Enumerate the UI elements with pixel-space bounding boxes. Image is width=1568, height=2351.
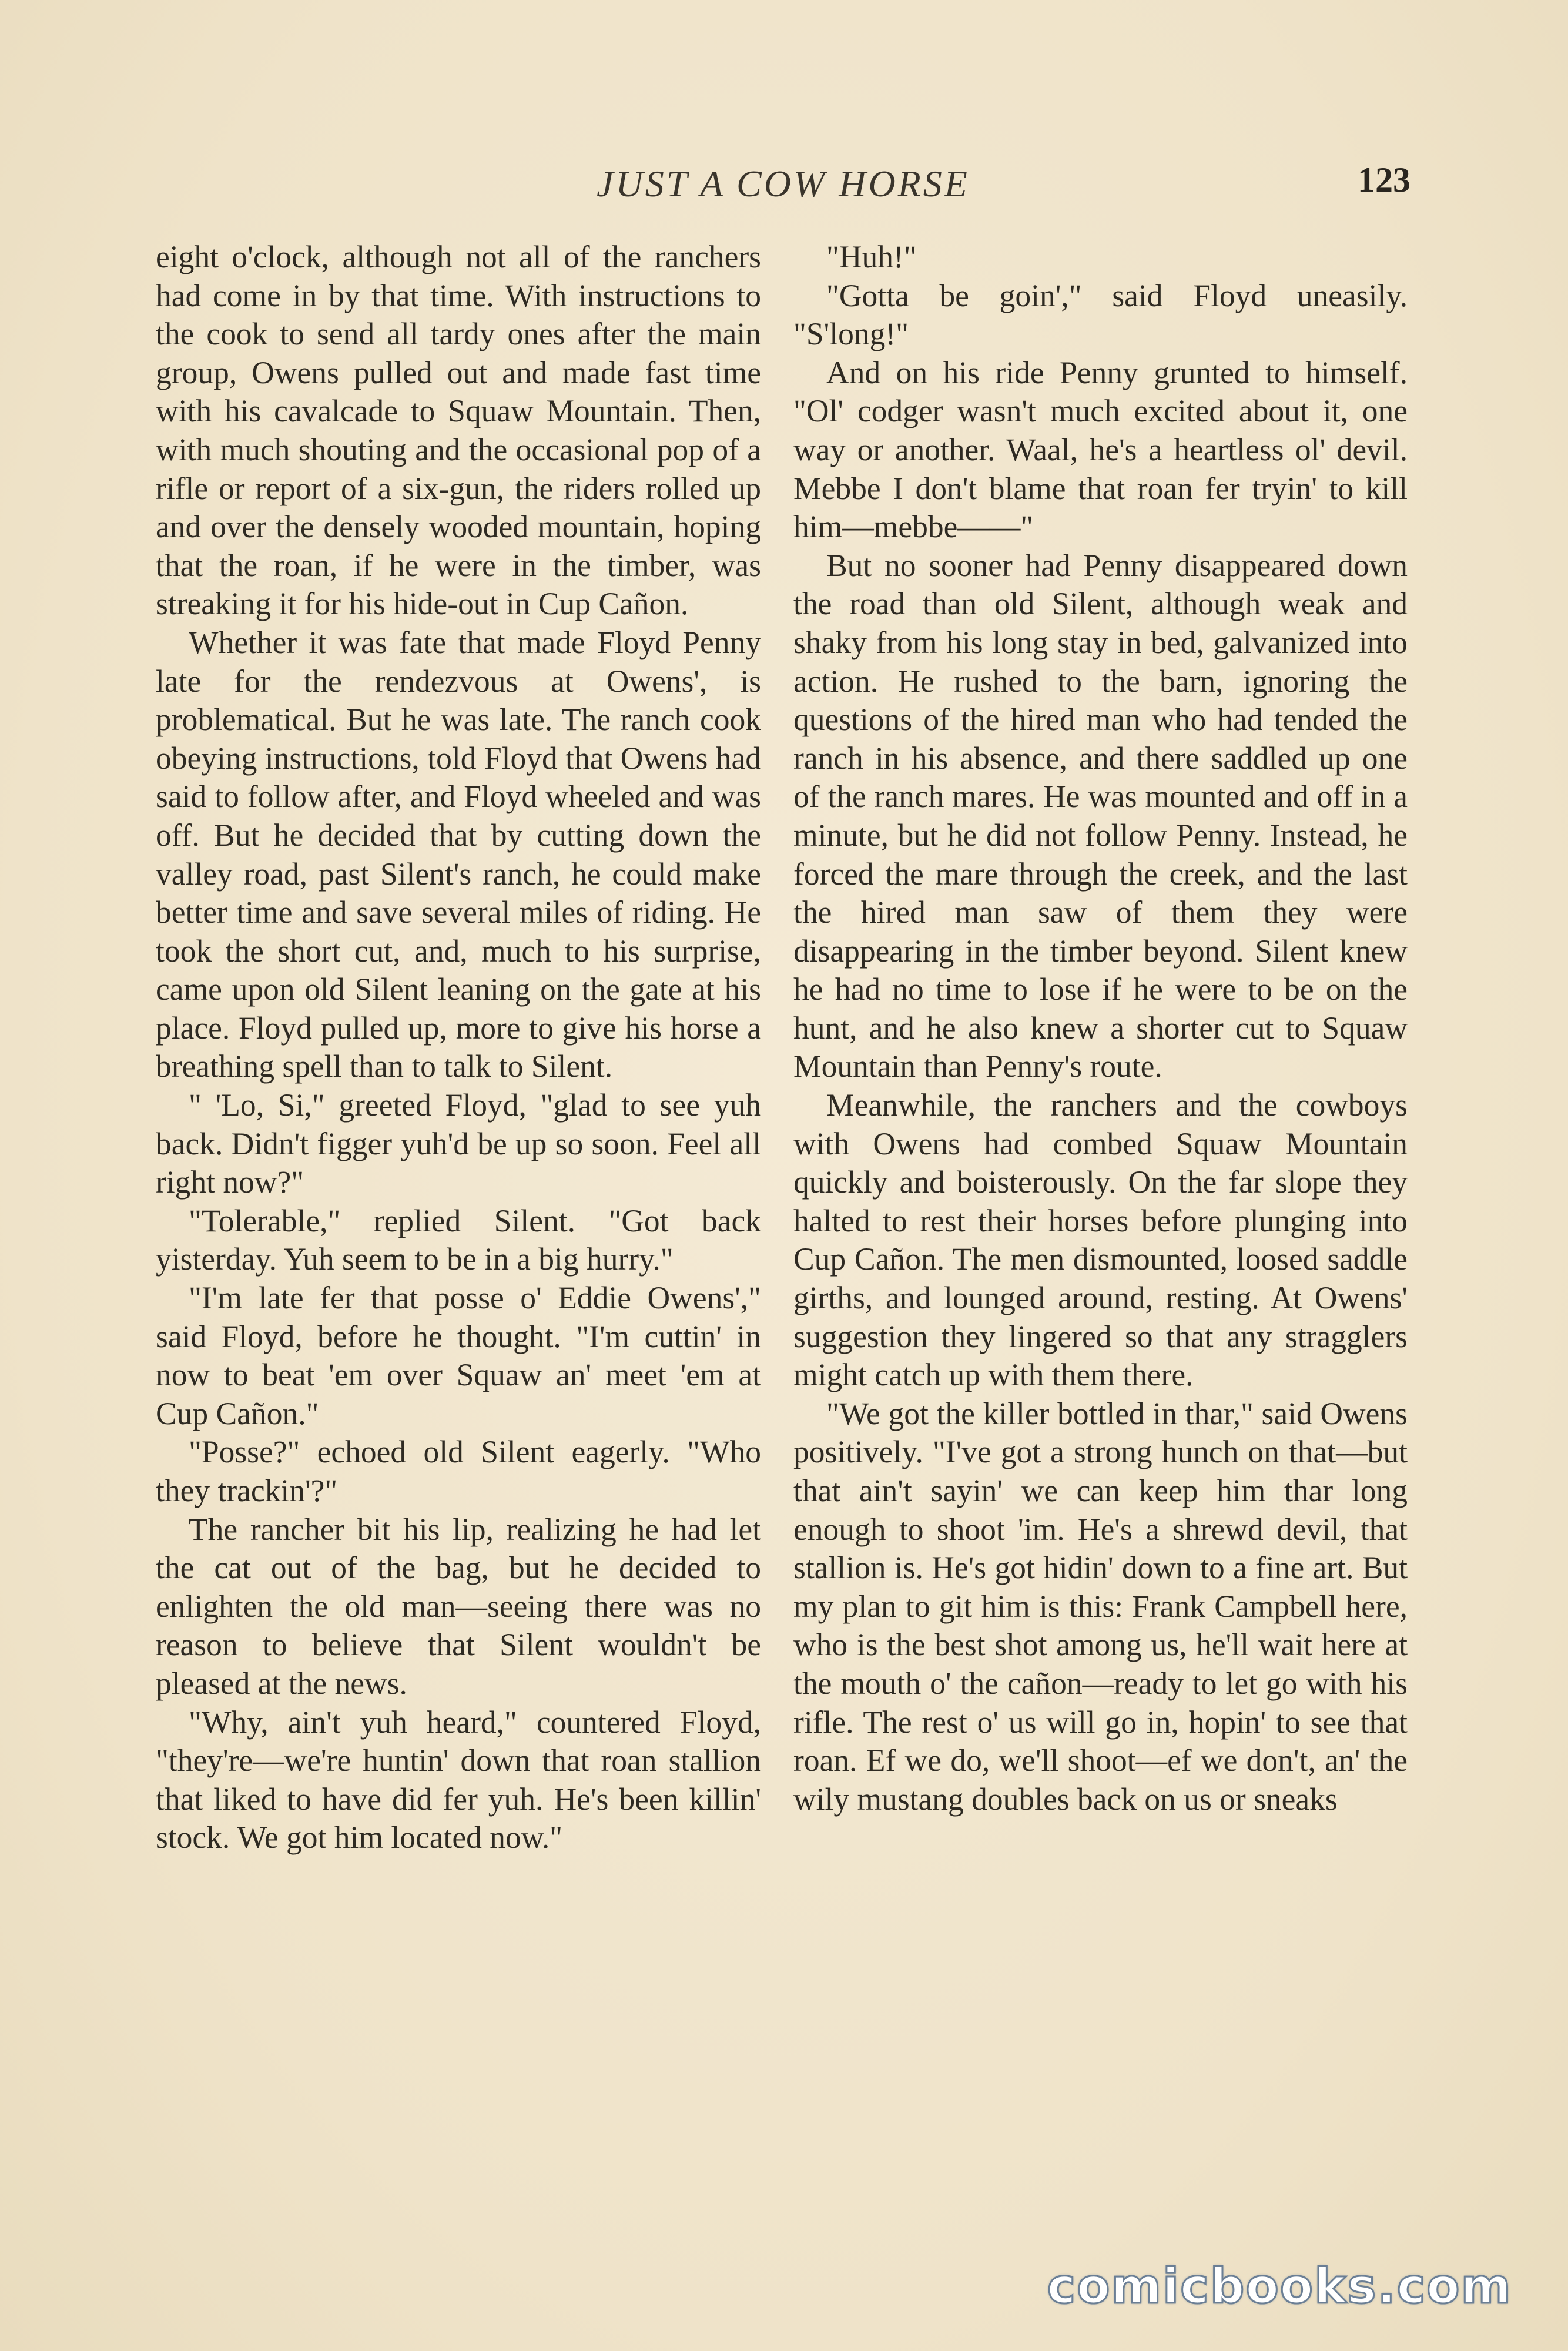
paragraph: " 'Lo, Si," greeted Floyd, "glad to see yuh back. Didn't figger yuh'd be up so soon. Feel all right now?" xyxy=(156,1087,761,1200)
paragraph: Meanwhile, the ranchers and the cowboys with Owens had combed Squaw Mountain quickly and boisterously. On the far slope they halted to rest their horses before plunging into Cup Cañon. The men dismounted, loosed saddle girths, and lounged around, resting. At Owens' suggestion they lingered so that any stragglers might catch up with them there. xyxy=(793,1087,1408,1393)
paragraph: "We got the killer bottled in thar," said Owens positively. "I've got a strong hunch on that—but that ain't sayin' we can keep him thar long enough to shoot 'im. He's a shrewd devil, that stallion is. He's got hidin' down to a fine art. But my plan to git him is this: Frank Campbell here, who is the best shot among us, he'll wait here at the mouth o' the cañon—ready to let go with his rifle. The rest o' us will go in, hopin' to see that roan. Ef we do, we'll shoot—ef we don't, an' the wily mustang doubles back on us or sneaks xyxy=(793,1395,1408,1817)
page-header xyxy=(156,162,1410,215)
paragraph: But no sooner had Penny disappeared down the road than old Silent, although weak and shaky from his long stay in bed, galvanized into action. He rushed to the barn, ignoring the questions of the hired man who had tended the ranch in his absence, and there saddled up one of the ranch mares. He was mounted and off in a minute, but he did not follow Penny. Instead, he forced the mare through the creek, and the last the hired man saw of them they were disappearing in the timber beyond. Silent knew he had no time to lose if he were to be on the hunt, and he also knew a shorter cut to Squaw Mountain than Penny's route. xyxy=(793,547,1408,1084)
paragraph: "Posse?" echoed old Silent eagerly. "Who they trackin'?" xyxy=(156,1434,761,1508)
paragraph: eight o'clock, although not all of the ranchers had come in by that time. With instructions to the cook to send all tardy ones after the main group, Owens pulled out and made fast time with his cavalcade to Squaw Mountain. Then, with much shouting and the occasional pop of a rifle or report of a six-gun, the riders rolled up and over the densely wooded mountain, hoping that the roan, if he were in the timber, was streaking it for his hide-out in Cup Cañon. xyxy=(156,239,761,622)
watermark: comicbooks.com xyxy=(1047,2259,1512,2315)
page-number: 123 xyxy=(1358,160,1410,199)
paragraph: And on his ride Penny grunted to himself. "Ol' codger wasn't much excited about it, one way or another. Waal, he's a heartless ol' devil. Mebbe I don't blame that roan fer tryin' to kill him—mebbe——" xyxy=(793,354,1408,545)
left-column xyxy=(156,238,761,1857)
paragraph: "Huh!" xyxy=(826,239,917,274)
paragraph: "I'm late fer that posse o' Eddie Owens'," said Floyd, before he thought. "I'm cuttin' in now to beat 'em over Squaw an' meet 'em at Cup Cañon." xyxy=(156,1280,761,1431)
right-column xyxy=(793,238,1408,1818)
running-title: JUST A COW HORSE xyxy=(597,163,970,205)
paragraph: Whether it was fate that made Floyd Penny late for the rendezvous at Owens', is problematical. But he was late. The ranch cook obeying instructions, told Floyd that Owens had said to follow after, and Floyd wheeled and was off. But he decided that by cutting down the valley road, past Silent's ranch, he could make better time and save several miles of riding. He took the short cut, and, much to his surprise, came upon old Silent leaning on the gate at his place. Floyd pulled up, more to give his horse a breathing spell than to talk to Silent. xyxy=(156,624,761,1084)
paragraph: "Tolerable," replied Silent. "Got back yisterday. Yuh seem to be in a big hurry." xyxy=(156,1203,761,1277)
paragraph: "Why, ain't yuh heard," countered Floyd, "they're—we're huntin' down that roan stallion that liked to have did fer yuh. He's been killin' stock. We got him located now." xyxy=(156,1704,761,1856)
paragraph: "Gotta be goin'," said Floyd uneasily. "S'long!" xyxy=(793,277,1408,352)
paragraph: The rancher bit his lip, realizing he had let the cat out of the bag, but he decided to enlighten the old man—seeing there was no reason to believe that Silent wouldn't be pleased at the news. xyxy=(156,1511,761,1701)
